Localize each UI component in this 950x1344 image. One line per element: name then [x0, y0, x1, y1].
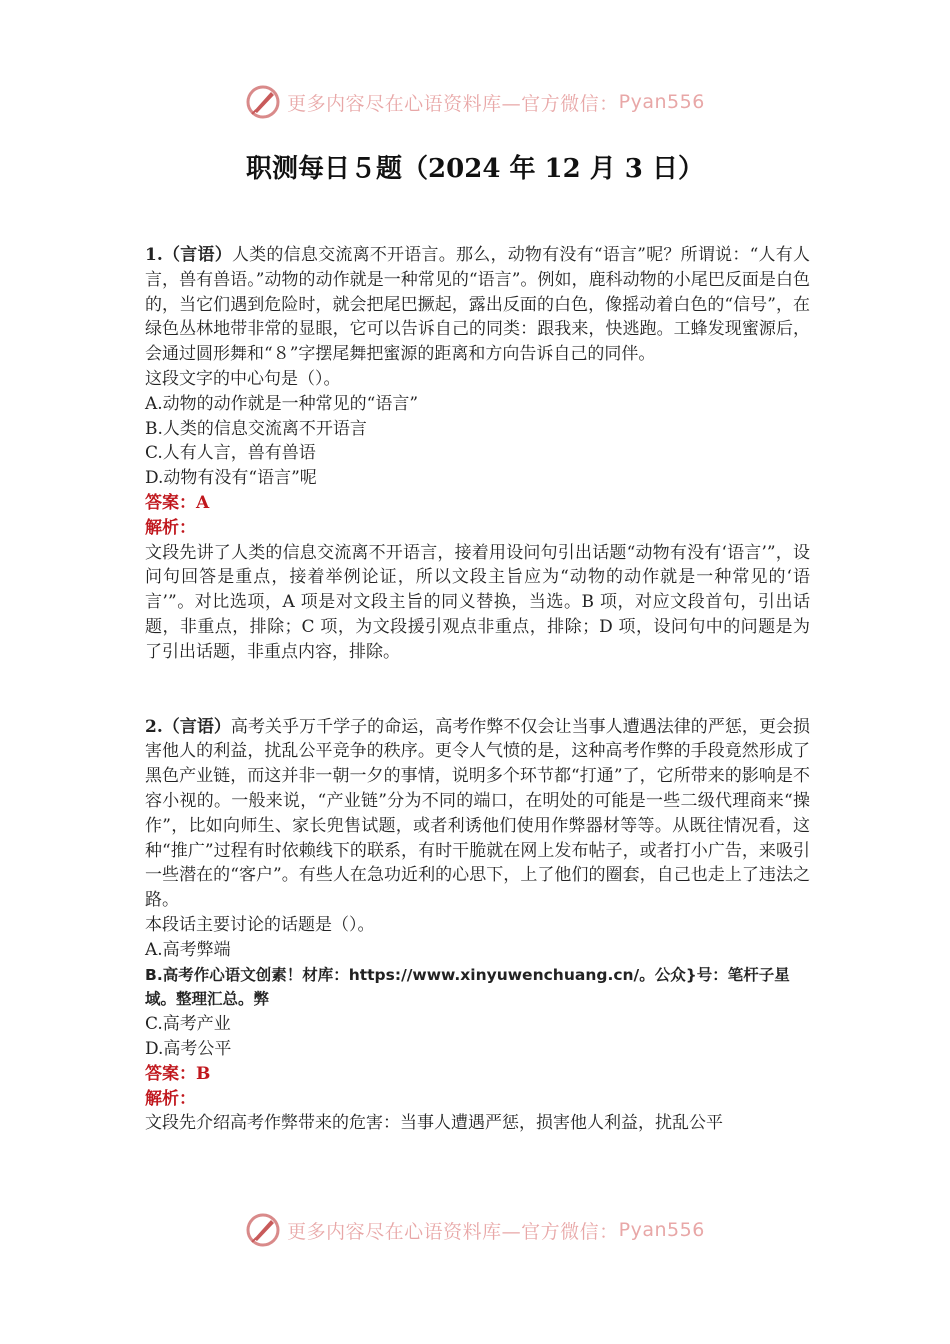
answer-label: 答案：: [145, 492, 196, 513]
answer-value: A: [196, 492, 210, 513]
question-1-option-c: C.人有人言，兽有兽语: [145, 443, 316, 464]
question-2-tag: （言语）: [162, 716, 231, 737]
question-2-analysis: 文段先介绍高考作弊带来的危害：当事人遭遇严惩，损害他人利益，扰乱公平: [145, 1113, 723, 1134]
question-2-body: [145, 715, 810, 913]
answer-label: 答案：: [145, 1063, 196, 1084]
question-1-number: 1.: [145, 245, 163, 265]
banner-text: 更多内容尽在心语资料库—官方微信：: [287, 92, 619, 115]
question-2-text: 高考关乎万千学子的命运，高考作弊不仅会让当事人遭遇法律的严惩，更会损害他人的利益，扰乱公平竞争的秩序。更令人气愤的是，这种高考作弊的手段竟然形成了黑色产业链，而这并非一朝一夕的事情，说明多个环节都“打通”了，它所带来的影响是不容小视的。一般来说，“产业链”分为不同的端口，在明处的可能是一些二级代理商来“操作”，比如向师生、家长兜售试题，或者利诱他们使用作弊器材等等。从既往情况看，这种“推广”过程有时依赖线下的联系，有时干脆就在网上发布帖子，或者打小广告，来吸引一些潜在的“客户”。有些人在急功近利的心思下，上了他们的圈套，自己也走上了违法之路。: [145, 716, 811, 911]
question-2-answer: [145, 1062, 810, 1087]
question-1-option-b: B.人类的信息交流离不开语言: [145, 418, 367, 439]
answer-value: B: [196, 1063, 211, 1084]
question-2-prompt: 本段话主要讨论的话题是（）。: [145, 914, 375, 935]
question-2-option-b-line2: 域。整理汇总。弊: [145, 990, 270, 1009]
question-2-analysis-label: 解析：: [145, 1088, 196, 1109]
question-2-option-b-line1: B.高考作心语文创素！材库：https://www.xinyuwenchuang.cn/。公众}号：笔杆子星: [145, 965, 790, 984]
page-title: 职测每日５题（2024 年 12 月 3 日）: [246, 154, 704, 184]
question-1-tag: （言语）: [162, 245, 232, 265]
question-1-option-d: D.动物有没有“语言”呢: [145, 468, 317, 489]
question-2-option-a: A.高考弊端: [145, 939, 231, 960]
question-1-answer: [145, 491, 810, 516]
question-2-option-d: D.高考公平: [145, 1038, 232, 1059]
question-2-number: 2.: [145, 716, 163, 737]
question-2-option-c: C.高考产业: [145, 1014, 231, 1035]
banner-text: 更多内容尽在心语资料库—官方微信：: [287, 1220, 619, 1243]
questions-content: [145, 243, 810, 1136]
question-1-prompt: 这段文字的中心句是（）。: [145, 368, 341, 389]
question-1-option-a: A.动物的动作就是一种常见的“语言”: [145, 393, 419, 414]
footer-banner: [0, 1210, 950, 1250]
question-1-analysis-label: 解析：: [145, 517, 196, 538]
quill-pen-logo-icon: [245, 84, 281, 120]
question-1-analysis: 文段先讲了人类的信息交流离不开语言，接着用设问句引出话题“动物有没有‘语言’”，设问句回答是重点，接着举例论证，所以文段主旨应为“动物的动作就是一种常见的‘语言’”。对比选项，A 项是对文段主旨的同义替换，当选。B 项，对应文段首句，引出话题，非重点，排除；C 项，为文段援引观点非重点，排除；D 项，设问句中的问题是为了引出话题，非重点内容，排除。: [145, 542, 810, 662]
banner-wechat-id: Pyan556: [618, 1219, 705, 1241]
question-1-body: [145, 243, 810, 367]
quill-pen-logo-icon: [245, 1212, 281, 1248]
banner-wechat-id: Pyan556: [618, 91, 705, 113]
header-banner: [0, 82, 950, 122]
question-gap: [145, 665, 810, 715]
question-1-text: 人类的信息交流离不开语言。那么，动物有没有“语言”呢？所谓说：“人有人言，兽有兽语。”动物的动作就是一种常见的“语言”。例如，鹿科动物的小尾巴反面是白色的，当它们遇到危险时，就会把尾巴撅起，露出反面的白色，像摇动着白色的“信号”，在绿色丛林地带非常的显眼，它可以告诉自己的同类：跟我来，快逃跑。工蜂发现蜜源后，会通过圆形舞和“８”字摆尾舞把蜜源的距离和方向告诉自己的同伴。: [145, 245, 811, 365]
